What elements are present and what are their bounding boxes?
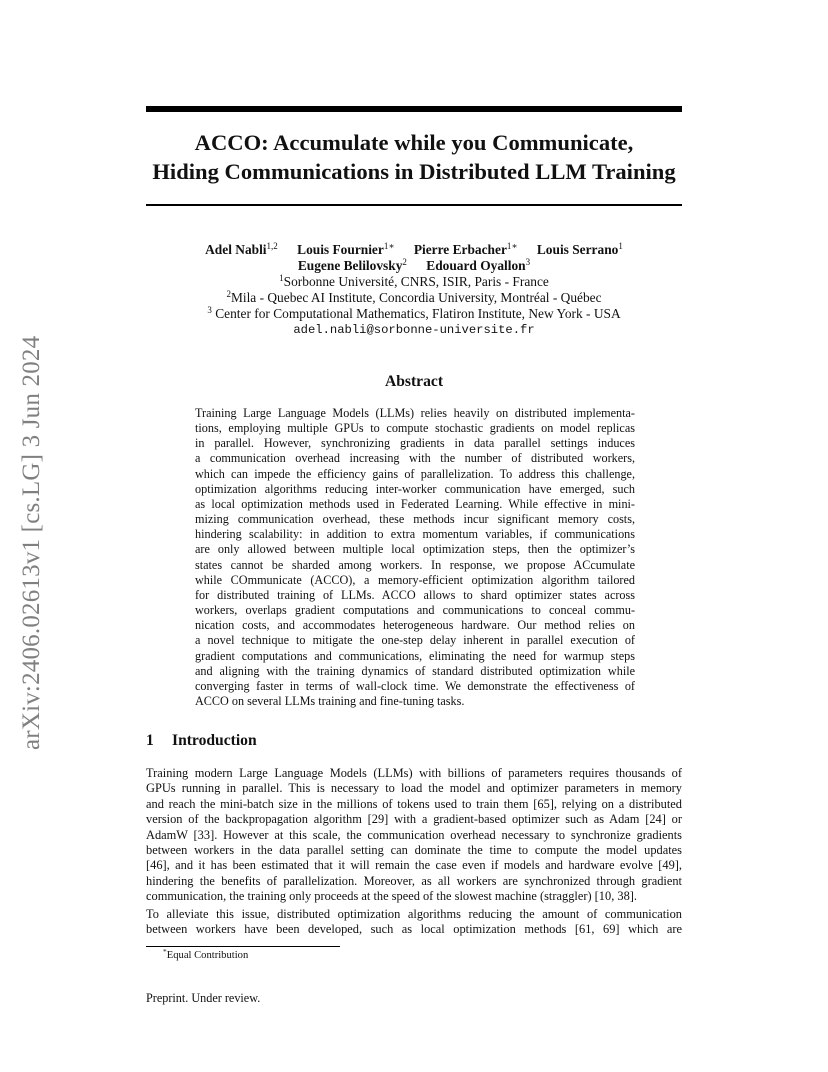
- body-line: To alleviate this issue, distributed optimization algorithms reducing the amount of communication: [146, 907, 682, 921]
- paper-title: [146, 128, 682, 186]
- author-name: Edouard Oyallon: [426, 258, 526, 273]
- abstract-line: Training Large Language Models (LLMs) relies heavily on distributed implementa-: [195, 406, 635, 420]
- abstract-line: converging faster in terms of wall-clock time. We demonstrate the effectiveness of: [195, 678, 635, 693]
- abstract-line: a novel technique to mitigate the one-step delay inherent in parallel execution of: [195, 633, 635, 648]
- intro-paragraph-1: [146, 766, 682, 905]
- author-row-1: [140, 242, 688, 258]
- abstract-line: which can impede the efficiency gains of parallelization. To address this challenge,: [195, 466, 635, 481]
- author-affil-mark: 1: [618, 241, 623, 251]
- abstract-line: a communication overhead increasing with the number of distributed workers,: [195, 451, 635, 466]
- body-line: GPUs running in parallel. This is necessary to load the model and optimizer parameters in memory: [146, 781, 682, 796]
- author-name: Pierre Erbacher: [413, 242, 507, 257]
- abstract-line: workers, overlaps gradient computations and communications to conceal commu-: [195, 603, 635, 618]
- body-line: and reach the mini-batch size in the millions of tokens used to train them [65], relying on a distributed: [146, 796, 682, 811]
- body-line: between workers have been developed, such as local optimization methods [61, 69] which are: [146, 922, 682, 937]
- author-row-2: [140, 258, 688, 274]
- abstract-line: optimization algorithms reducing inter-worker communication have emerged, such: [195, 481, 635, 496]
- section-number: 1: [146, 732, 154, 749]
- author-name: Louis Serrano: [536, 242, 619, 257]
- abstract-line: as local optimization methods used in Federated Learning. While effective in mini-: [195, 496, 635, 511]
- abstract-text: [195, 406, 635, 709]
- author-affil-mark: 1∗: [383, 241, 395, 251]
- author-block: [140, 242, 688, 338]
- footnote-rule: [146, 946, 340, 947]
- section-title: Introduction: [172, 732, 257, 749]
- abstract-line: states cannot be sharded among workers. In response, we propose ACcumulate: [195, 557, 635, 572]
- body-line: Training modern Large Language Models (LLMs) with billions of parameters requires thousands of: [146, 766, 682, 780]
- author-affil-mark: 1∗: [506, 241, 518, 251]
- arxiv-identifier-stamp: arXiv:2406.02613v1 [cs.LG] 3 Jun 2024: [18, 335, 45, 750]
- abstract-line: in parallel. However, synchronizing gradients in data parallel settings induces: [195, 436, 635, 451]
- body-line: AdamW [33]. However at this scale, the communication overhead necessary to synchronize gradients: [146, 827, 682, 842]
- footnote-mark: *: [163, 947, 167, 956]
- abstract-line: tions, employing multiple GPUs to compute stochastic gradients on model replicas: [195, 421, 635, 436]
- affiliation-line: $^3$ Center for Computational Mathematics, Flatiron Institute, New York - USA: [207, 305, 621, 321]
- abstract-line: hindering scalability: in addition to extra momentum variables, if communications: [195, 527, 635, 542]
- author-affil-mark: 2: [402, 257, 407, 267]
- author-name: Adel Nabli: [205, 242, 267, 257]
- abstract-line: ACCO on several LLMs training and fine-tuning tasks.: [195, 693, 465, 708]
- title-line-1: ACCO: Accumulate while you Communicate,: [194, 130, 634, 155]
- section-heading: [146, 732, 257, 750]
- author-name: Eugene Belilovsky: [297, 258, 403, 273]
- abstract-line: while COmmunicate (ACCO), a memory-efficient optimization algorithm tailored: [195, 572, 635, 587]
- title-line-2: Hiding Communications in Distributed LLM Training: [152, 159, 676, 184]
- abstract-line: nication costs, and accommodates heterogeneous hardware. Our method relies on: [195, 618, 635, 633]
- abstract-line: mizing communication overhead, these methods incur significant memory costs,: [195, 512, 635, 527]
- abstract-line: are only allowed between multiple local optimization steps, then the optimizer’s: [195, 542, 635, 557]
- affiliation-line: $^1$Sorbonne Université, CNRS, ISIR, Paris - France: [279, 273, 549, 289]
- body-line: hindering the benefits of parallelization. Moreover, as all workers are synchronized through gradient: [146, 873, 682, 888]
- body-line: between workers in the data parallel setting can dominate the time to compute the model updates: [146, 843, 682, 858]
- title-bottom-rule: [146, 204, 682, 206]
- abstract-line: gradient computations and communications, eliminating the need for warmup steps: [195, 648, 635, 663]
- intro-paragraph-2: [146, 907, 682, 938]
- author-affil-mark: 1,2: [266, 241, 278, 251]
- abstract-line: and aligning with the training dynamics of standard distributed optimization while: [195, 663, 635, 678]
- author-affil-mark: 3: [525, 257, 531, 267]
- footnote: [163, 947, 249, 961]
- affiliation-line: $^2$Mila - Quebec AI Institute, Concordia University, Montréal - Québec: [226, 289, 602, 305]
- title-top-rule: [146, 106, 682, 112]
- author-name: Louis Fournier: [297, 242, 384, 257]
- abstract-line: for distributed training of LLMs. ACCO allows to shard optimizer states across: [195, 587, 635, 602]
- abstract-heading: Abstract: [384, 373, 444, 390]
- body-line: [46], and it has been estimated that it will remain the case even if models and hardware evolve [49],: [146, 858, 682, 873]
- body-line: communication, the training only proceeds at the speed of the slowest machine (straggler) [10, 38].: [146, 889, 638, 904]
- author-email: adel.nabli@sorbonne-universite.fr: [293, 323, 535, 337]
- footnote-text: Equal Contribution: [166, 950, 249, 961]
- body-line: version of the backpropagation algorithm [29] with a gradient-based optimizer such as Adam [24] or: [146, 812, 682, 827]
- preprint-notice: Preprint. Under review.: [146, 991, 261, 1005]
